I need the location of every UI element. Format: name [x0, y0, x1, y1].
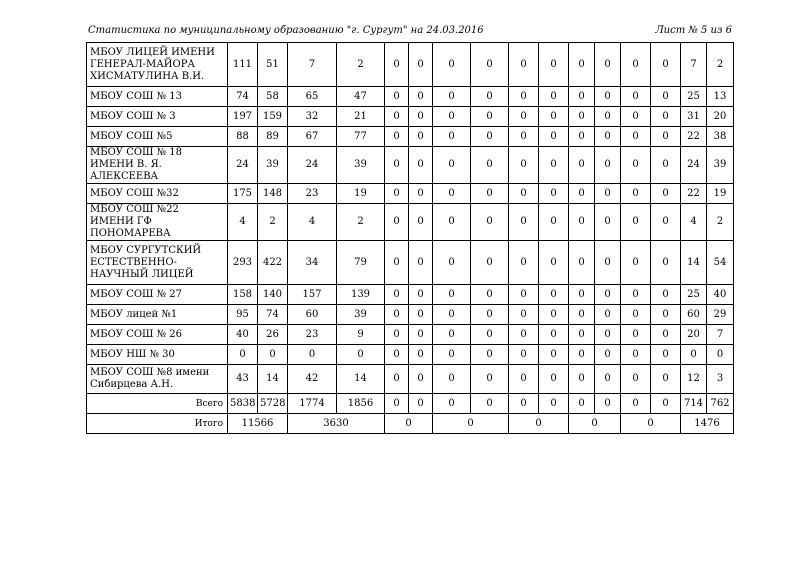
total-value-cell: 0 — [409, 394, 433, 414]
value-cell: 0 — [409, 127, 433, 147]
value-cell: 0 — [539, 285, 569, 305]
value-cell: 67 — [288, 127, 337, 147]
value-cell: 0 — [569, 107, 595, 127]
value-cell: 0 — [595, 365, 621, 394]
value-cell: 0 — [409, 285, 433, 305]
value-cell: 0 — [433, 127, 471, 147]
value-cell: 0 — [409, 204, 433, 241]
school-name-cell: МБОУ СОШ № 3 — [87, 107, 228, 127]
value-cell: 0 — [595, 241, 621, 285]
value-cell: 0 — [569, 365, 595, 394]
value-cell: 0 — [409, 184, 433, 204]
school-name-cell: МБОУ СОШ № 27 — [87, 285, 228, 305]
grand-total-label: Итого — [87, 414, 228, 434]
total-value-cell: 5728 — [258, 394, 288, 414]
value-cell: 0 — [595, 305, 621, 325]
value-cell: 0 — [651, 325, 681, 345]
value-cell: 0 — [651, 147, 681, 184]
value-cell: 0 — [471, 184, 509, 204]
school-name-cell: МБОУ лицей №1 — [87, 305, 228, 325]
value-cell: 0 — [409, 241, 433, 285]
value-cell: 0 — [595, 147, 621, 184]
value-cell: 14 — [258, 365, 288, 394]
value-cell: 39 — [337, 305, 385, 325]
value-cell: 40 — [707, 285, 734, 305]
value-cell: 0 — [288, 345, 337, 365]
value-cell: 0 — [595, 87, 621, 107]
total-value-cell: 0 — [433, 394, 471, 414]
grand-total-value-cell: 0 — [569, 414, 621, 434]
value-cell: 0 — [539, 147, 569, 184]
value-cell: 0 — [409, 305, 433, 325]
value-cell: 0 — [471, 204, 509, 241]
value-cell: 7 — [707, 325, 734, 345]
value-cell: 0 — [385, 285, 409, 305]
value-cell: 14 — [337, 365, 385, 394]
value-cell: 0 — [509, 87, 539, 107]
value-cell: 0 — [621, 107, 651, 127]
school-name-cell: МБОУ СОШ №32 — [87, 184, 228, 204]
total-value-cell: 0 — [509, 394, 539, 414]
value-cell: 39 — [258, 147, 288, 184]
value-cell: 58 — [258, 87, 288, 107]
value-cell: 0 — [471, 345, 509, 365]
grand-total-value-cell: 3630 — [288, 414, 385, 434]
value-cell: 0 — [409, 365, 433, 394]
value-cell: 51 — [258, 43, 288, 87]
value-cell: 0 — [621, 345, 651, 365]
value-cell: 0 — [409, 345, 433, 365]
value-cell: 0 — [621, 87, 651, 107]
value-cell: 39 — [337, 147, 385, 184]
value-cell: 0 — [228, 345, 258, 365]
value-cell: 0 — [621, 365, 651, 394]
value-cell: 158 — [228, 285, 258, 305]
value-cell: 0 — [539, 241, 569, 285]
value-cell: 0 — [471, 241, 509, 285]
value-cell: 0 — [651, 365, 681, 394]
page-number: Лист № 5 из 6 — [655, 25, 732, 36]
value-cell: 0 — [509, 345, 539, 365]
value-cell: 0 — [569, 127, 595, 147]
value-cell: 0 — [385, 365, 409, 394]
value-cell: 0 — [509, 305, 539, 325]
value-cell: 0 — [433, 184, 471, 204]
value-cell: 25 — [681, 87, 707, 107]
value-cell: 60 — [681, 305, 707, 325]
value-cell: 0 — [539, 107, 569, 127]
table-row — [87, 365, 734, 394]
value-cell: 0 — [595, 127, 621, 147]
value-cell: 0 — [569, 345, 595, 365]
value-cell: 0 — [337, 345, 385, 365]
school-name-cell: МБОУ СОШ №22 ИМЕНИ ГФ ПОНОМАРЕВА — [87, 204, 228, 241]
grand-total-value-cell: 1476 — [681, 414, 734, 434]
value-cell: 39 — [707, 147, 734, 184]
table-row — [87, 285, 734, 305]
value-cell: 0 — [509, 147, 539, 184]
value-cell: 0 — [433, 305, 471, 325]
statistics-table — [86, 42, 734, 434]
value-cell: 293 — [228, 241, 258, 285]
value-cell: 0 — [385, 87, 409, 107]
value-cell: 22 — [681, 127, 707, 147]
value-cell: 79 — [337, 241, 385, 285]
value-cell: 2 — [258, 204, 288, 241]
value-cell: 0 — [595, 107, 621, 127]
value-cell: 0 — [471, 147, 509, 184]
value-cell: 2 — [337, 204, 385, 241]
value-cell: 2 — [337, 43, 385, 87]
value-cell: 19 — [707, 184, 734, 204]
value-cell: 0 — [385, 241, 409, 285]
value-cell: 0 — [569, 87, 595, 107]
value-cell: 197 — [228, 107, 258, 127]
grand-total-value-cell: 0 — [621, 414, 681, 434]
value-cell: 0 — [471, 43, 509, 87]
total-value-cell: 5838 — [228, 394, 258, 414]
value-cell: 9 — [337, 325, 385, 345]
value-cell: 0 — [433, 345, 471, 365]
table-row — [87, 43, 734, 87]
school-name-cell: МБОУ СОШ №8 имени Сибирцева А.Н. — [87, 365, 228, 394]
value-cell: 0 — [621, 127, 651, 147]
value-cell: 65 — [288, 87, 337, 107]
grand-total-value-cell: 11566 — [228, 414, 288, 434]
value-cell: 111 — [228, 43, 258, 87]
value-cell: 38 — [707, 127, 734, 147]
value-cell: 0 — [409, 147, 433, 184]
value-cell: 0 — [621, 305, 651, 325]
value-cell: 60 — [288, 305, 337, 325]
value-cell: 0 — [433, 204, 471, 241]
value-cell: 0 — [471, 127, 509, 147]
value-cell: 175 — [228, 184, 258, 204]
value-cell: 0 — [621, 204, 651, 241]
value-cell: 0 — [621, 325, 651, 345]
value-cell: 7 — [681, 43, 707, 87]
value-cell: 89 — [258, 127, 288, 147]
value-cell: 77 — [337, 127, 385, 147]
value-cell: 0 — [621, 147, 651, 184]
value-cell: 0 — [621, 184, 651, 204]
table-row — [87, 204, 734, 241]
value-cell: 0 — [595, 204, 621, 241]
value-cell: 74 — [228, 87, 258, 107]
value-cell: 0 — [471, 87, 509, 107]
table-row — [87, 107, 734, 127]
value-cell: 0 — [539, 43, 569, 87]
value-cell: 0 — [539, 184, 569, 204]
value-cell: 0 — [433, 147, 471, 184]
value-cell: 0 — [539, 325, 569, 345]
value-cell: 95 — [228, 305, 258, 325]
value-cell: 0 — [651, 345, 681, 365]
value-cell: 0 — [621, 241, 651, 285]
total-value-cell: 714 — [681, 394, 707, 414]
value-cell: 88 — [228, 127, 258, 147]
total-value-cell: 0 — [621, 394, 651, 414]
grand-total-row — [87, 414, 734, 434]
value-cell: 24 — [228, 147, 258, 184]
value-cell: 0 — [651, 305, 681, 325]
value-cell: 40 — [228, 325, 258, 345]
value-cell: 0 — [539, 204, 569, 241]
value-cell: 7 — [288, 43, 337, 87]
value-cell: 0 — [651, 285, 681, 305]
value-cell: 0 — [651, 43, 681, 87]
value-cell: 0 — [509, 241, 539, 285]
total-value-cell: 1774 — [288, 394, 337, 414]
value-cell: 0 — [409, 325, 433, 345]
value-cell: 0 — [651, 204, 681, 241]
value-cell: 0 — [471, 325, 509, 345]
value-cell: 0 — [621, 285, 651, 305]
value-cell: 4 — [288, 204, 337, 241]
value-cell: 140 — [258, 285, 288, 305]
value-cell: 0 — [569, 325, 595, 345]
value-cell: 20 — [707, 107, 734, 127]
value-cell: 0 — [595, 345, 621, 365]
value-cell: 0 — [471, 107, 509, 127]
value-cell: 3 — [707, 365, 734, 394]
value-cell: 0 — [595, 43, 621, 87]
value-cell: 0 — [509, 285, 539, 305]
total-value-cell: 0 — [471, 394, 509, 414]
value-cell: 24 — [681, 147, 707, 184]
value-cell: 0 — [433, 43, 471, 87]
table-row — [87, 345, 734, 365]
value-cell: 0 — [385, 107, 409, 127]
value-cell: 0 — [509, 184, 539, 204]
value-cell: 0 — [569, 204, 595, 241]
total-value-cell: 1856 — [337, 394, 385, 414]
value-cell: 0 — [509, 43, 539, 87]
value-cell: 0 — [385, 147, 409, 184]
school-name-cell: МБОУ СОШ № 26 — [87, 325, 228, 345]
value-cell: 0 — [385, 325, 409, 345]
value-cell: 148 — [258, 184, 288, 204]
total-value-cell: 0 — [651, 394, 681, 414]
value-cell: 0 — [385, 43, 409, 87]
value-cell: 43 — [228, 365, 258, 394]
value-cell: 4 — [228, 204, 258, 241]
value-cell: 2 — [707, 43, 734, 87]
page-header-title: Статистика по муниципальному образованию "г. Сургут" на 24.03.2016 — [88, 25, 484, 36]
table-row — [87, 241, 734, 285]
value-cell: 422 — [258, 241, 288, 285]
school-name-cell: МБОУ СУРГУТСКИЙ ЕСТЕСТВЕННО-НАУЧНЫЙ ЛИЦЕЙ — [87, 241, 228, 285]
value-cell: 42 — [288, 365, 337, 394]
value-cell: 0 — [385, 305, 409, 325]
value-cell: 0 — [433, 365, 471, 394]
value-cell: 12 — [681, 365, 707, 394]
value-cell: 0 — [569, 184, 595, 204]
value-cell: 0 — [471, 365, 509, 394]
value-cell: 13 — [707, 87, 734, 107]
table-row — [87, 127, 734, 147]
value-cell: 0 — [385, 345, 409, 365]
value-cell: 139 — [337, 285, 385, 305]
grand-total-value-cell: 0 — [433, 414, 509, 434]
total-value-cell: 0 — [595, 394, 621, 414]
table-row — [87, 184, 734, 204]
grand-total-value-cell: 0 — [385, 414, 433, 434]
value-cell: 0 — [651, 127, 681, 147]
value-cell: 19 — [337, 184, 385, 204]
value-cell: 23 — [288, 325, 337, 345]
value-cell: 4 — [681, 204, 707, 241]
value-cell: 0 — [409, 43, 433, 87]
total-row — [87, 394, 734, 414]
table-row — [87, 87, 734, 107]
value-cell: 0 — [509, 204, 539, 241]
value-cell: 25 — [681, 285, 707, 305]
value-cell: 0 — [509, 107, 539, 127]
value-cell: 159 — [258, 107, 288, 127]
value-cell: 0 — [539, 127, 569, 147]
value-cell: 0 — [651, 184, 681, 204]
value-cell: 0 — [569, 305, 595, 325]
school-name-cell: МБОУ СОШ № 13 — [87, 87, 228, 107]
school-name-cell: МБОУ СОШ №5 — [87, 127, 228, 147]
value-cell: 157 — [288, 285, 337, 305]
value-cell: 20 — [681, 325, 707, 345]
value-cell: 0 — [509, 325, 539, 345]
value-cell: 0 — [509, 127, 539, 147]
value-cell: 24 — [288, 147, 337, 184]
value-cell: 0 — [409, 107, 433, 127]
value-cell: 47 — [337, 87, 385, 107]
value-cell: 0 — [595, 285, 621, 305]
value-cell: 26 — [258, 325, 288, 345]
value-cell: 0 — [509, 365, 539, 394]
value-cell: 0 — [595, 325, 621, 345]
value-cell: 0 — [651, 107, 681, 127]
value-cell: 0 — [595, 184, 621, 204]
value-cell: 0 — [433, 107, 471, 127]
total-value-cell: 0 — [385, 394, 409, 414]
value-cell: 23 — [288, 184, 337, 204]
value-cell: 0 — [569, 43, 595, 87]
value-cell: 0 — [409, 87, 433, 107]
value-cell: 0 — [621, 43, 651, 87]
table-row — [87, 305, 734, 325]
value-cell: 0 — [707, 345, 734, 365]
value-cell: 0 — [385, 127, 409, 147]
value-cell: 0 — [385, 184, 409, 204]
value-cell: 0 — [539, 345, 569, 365]
value-cell: 0 — [433, 325, 471, 345]
value-cell: 22 — [681, 184, 707, 204]
value-cell: 14 — [681, 241, 707, 285]
value-cell: 0 — [433, 241, 471, 285]
total-value-cell: 0 — [569, 394, 595, 414]
table-row — [87, 325, 734, 345]
value-cell: 0 — [385, 204, 409, 241]
total-label: Всего — [87, 394, 228, 414]
value-cell: 31 — [681, 107, 707, 127]
value-cell: 0 — [681, 345, 707, 365]
value-cell: 0 — [569, 285, 595, 305]
value-cell: 0 — [433, 87, 471, 107]
value-cell: 0 — [539, 87, 569, 107]
value-cell: 29 — [707, 305, 734, 325]
school-name-cell: МБОУ НШ № 30 — [87, 345, 228, 365]
table-row — [87, 147, 734, 184]
value-cell: 0 — [539, 365, 569, 394]
total-value-cell: 0 — [539, 394, 569, 414]
value-cell: 54 — [707, 241, 734, 285]
value-cell: 34 — [288, 241, 337, 285]
value-cell: 0 — [258, 345, 288, 365]
value-cell: 0 — [433, 285, 471, 305]
value-cell: 74 — [258, 305, 288, 325]
value-cell: 0 — [471, 305, 509, 325]
value-cell: 0 — [651, 241, 681, 285]
grand-total-value-cell: 0 — [509, 414, 569, 434]
value-cell: 0 — [471, 285, 509, 305]
value-cell: 0 — [651, 87, 681, 107]
value-cell: 0 — [569, 147, 595, 184]
value-cell: 0 — [539, 305, 569, 325]
value-cell: 0 — [569, 241, 595, 285]
value-cell: 32 — [288, 107, 337, 127]
school-name-cell: МБОУ СОШ № 18 ИМЕНИ В. Я. АЛЕКСЕЕВА — [87, 147, 228, 184]
value-cell: 21 — [337, 107, 385, 127]
value-cell: 2 — [707, 204, 734, 241]
total-value-cell: 762 — [707, 394, 734, 414]
school-name-cell: МБОУ ЛИЦЕЙ ИМЕНИ ГЕНЕРАЛ-МАЙОРА ХИСМАТУЛИНА В.И. — [87, 43, 228, 87]
